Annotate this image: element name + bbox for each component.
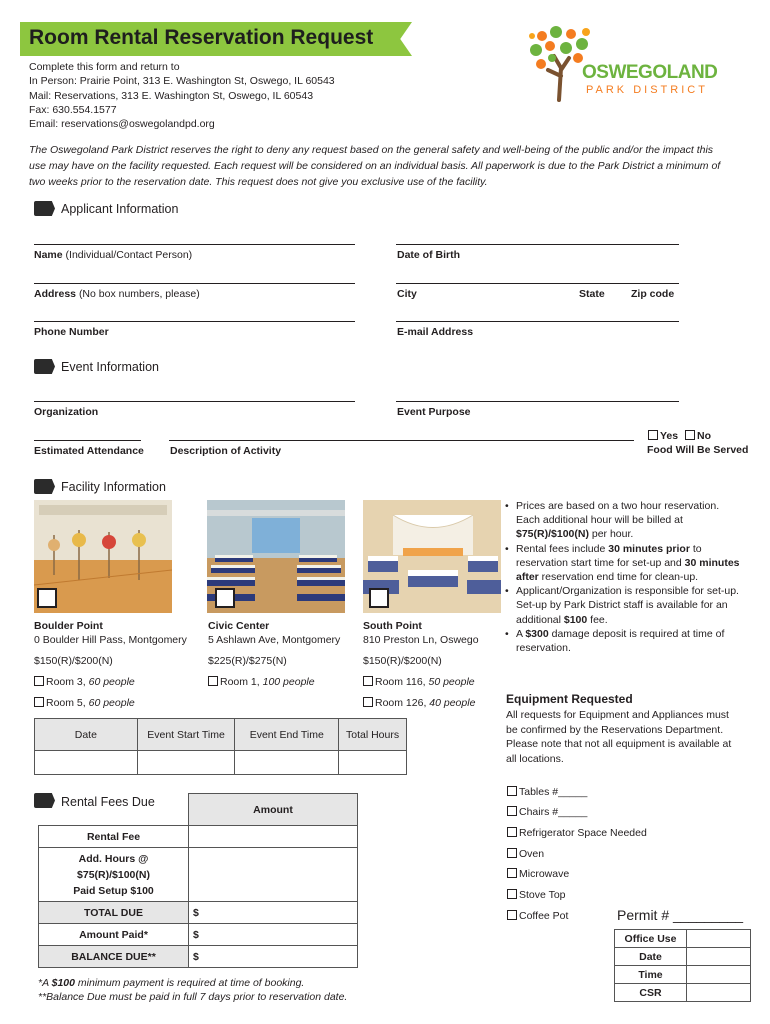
equipment-item: Oven — [507, 848, 544, 860]
logo-name: OSWEGOLAND — [582, 62, 718, 83]
email-field[interactable] — [396, 321, 679, 322]
room-checkbox[interactable] — [363, 676, 373, 686]
date-cell[interactable] — [35, 751, 138, 775]
fee-label: Amount Paid* — [39, 924, 189, 946]
zip-label: Zip code — [631, 288, 675, 300]
office-csr-cell[interactable] — [687, 984, 751, 1002]
office-use-label: Office Use — [615, 930, 687, 948]
food-no-checkbox[interactable] — [685, 430, 695, 440]
equipment-text: All requests for Equipment and Appliances must be confirmed by the Reservations Department. Please note that not all equipment is available at all locations. — [506, 709, 732, 765]
office-time-label: Time — [615, 966, 687, 984]
column-header: Total Hours — [339, 719, 407, 751]
table-row — [39, 924, 358, 946]
note-item: • Applicant/Organization is responsible for set-up. Set-up by Park District staff is available for an additional $100 fee. — [503, 584, 743, 627]
reservation-time-table — [34, 718, 407, 775]
city-label: City — [397, 288, 417, 300]
amount-header: Amount — [189, 794, 358, 826]
start-time-cell[interactable] — [137, 751, 235, 775]
room-option: Room 5, 60 people — [34, 697, 135, 709]
page-title: Room Rental Reservation Request — [29, 26, 374, 49]
fee-amount-cell[interactable]: $ — [189, 924, 358, 946]
facility-heading: Facility Information — [61, 480, 166, 494]
table-row — [39, 946, 358, 968]
location-price: $225(R)/$275(N) — [208, 655, 287, 667]
refrigerator-checkbox[interactable] — [507, 827, 517, 837]
room-option: Room 3, 60 people — [34, 676, 135, 688]
location-name: Boulder Point — [34, 620, 103, 632]
contact-line: In Person: Prairie Point, 313 E. Washington St, Oswego, IL 60543 — [29, 75, 335, 88]
fee-amount-cell[interactable]: $ — [189, 902, 358, 924]
food-label: Food Will Be Served — [647, 444, 749, 456]
city-state-zip-field[interactable] — [396, 283, 679, 284]
oswegoland-logo — [526, 24, 741, 104]
fee-label: Add. Hours @ $75(R)/$100(N) Paid Setup $100 — [39, 848, 189, 902]
fee-amount-cell[interactable]: $ — [189, 946, 358, 968]
section-tag-icon — [34, 359, 55, 374]
section-tag-icon — [34, 479, 55, 494]
stove-top-checkbox[interactable] — [507, 889, 517, 899]
table-row — [39, 902, 358, 924]
payment-note: *A $100 minimum payment is required at time of booking. — [38, 977, 305, 989]
pricing-notes — [503, 499, 743, 655]
description-label: Description of Activity — [170, 445, 282, 457]
location-price: $150(R)/$200(N) — [363, 655, 442, 667]
room-checkbox[interactable] — [208, 676, 218, 686]
room-option: Room 1, 100 people — [208, 676, 315, 688]
column-header: Event Start Time — [137, 719, 235, 751]
name-label: Name (Individual/Contact Person) — [34, 249, 193, 261]
chairs-checkbox[interactable] — [507, 806, 517, 816]
location-name: Civic Center — [208, 620, 270, 632]
section-tag-icon — [34, 793, 55, 808]
contact-info — [29, 60, 335, 131]
address-field[interactable] — [34, 283, 355, 284]
boulder-point-checkbox[interactable] — [37, 588, 57, 608]
location-price: $150(R)/$200(N) — [34, 655, 113, 667]
room-option: Room 126, 40 people — [363, 697, 475, 709]
column-header: Event End Time — [235, 719, 339, 751]
note-item: • Rental fees include 30 minutes prior to reservation start time for set-up and 30 minutes after reservation end time for clean-up. — [503, 542, 743, 585]
fee-label: BALANCE DUE** — [39, 946, 189, 968]
fee-amount-cell[interactable] — [189, 848, 358, 902]
office-use-cell[interactable] — [687, 930, 751, 948]
food-yes-no: Yes No — [648, 430, 711, 442]
office-time-cell[interactable] — [687, 966, 751, 984]
amount-header-table — [188, 793, 358, 826]
applicant-heading: Applicant Information — [61, 202, 179, 216]
office-csr-label: CSR — [615, 984, 687, 1002]
contact-line: Fax: 630.554.1577 — [29, 103, 117, 116]
description-field[interactable] — [169, 440, 634, 441]
address-label: Address (No box numbers, please) — [34, 288, 200, 300]
event-heading: Event Information — [61, 360, 159, 374]
fee-amount-cell[interactable] — [189, 826, 358, 848]
microwave-checkbox[interactable] — [507, 868, 517, 878]
equipment-heading: Equipment Requested — [506, 692, 633, 706]
south-point-checkbox[interactable] — [369, 588, 389, 608]
oven-checkbox[interactable] — [507, 848, 517, 858]
table-row — [39, 826, 358, 848]
room-option: Room 116, 50 people — [363, 676, 475, 688]
room-checkbox[interactable] — [34, 676, 44, 686]
dob-field[interactable] — [396, 244, 679, 245]
room-checkbox[interactable] — [34, 697, 44, 707]
state-label: State — [579, 288, 605, 300]
fee-label: Rental Fee — [39, 826, 189, 848]
end-time-cell[interactable] — [235, 751, 339, 775]
equipment-item: Chairs #_____ — [507, 806, 587, 818]
attendance-field[interactable] — [34, 440, 141, 441]
phone-label: Phone Number — [34, 326, 109, 338]
section-tag-icon — [34, 201, 55, 216]
table-row — [35, 751, 407, 775]
attendance-label: Estimated Attendance — [34, 445, 144, 457]
balance-note: **Balance Due must be paid in full 7 days prior to reservation date. — [38, 991, 348, 1003]
equipment-item: Coffee Pot — [507, 910, 568, 922]
equipment-item: Microwave — [507, 868, 569, 880]
intro-text: The Oswegoland Park District reserves the right to deny any request based on the general safety and well-being of the public and/or the impact this use may have on the facility requested. Each request will be considered on an individual basis. All paperwork is due to the Park District a minimum of two weeks prior to the reservation date. This request does not give you exclusive use of the facility. — [29, 144, 721, 188]
logo-subtitle: PARK DISTRICT — [586, 84, 708, 96]
equipment-item: Stove Top — [507, 889, 566, 901]
tables-checkbox[interactable] — [507, 786, 517, 796]
room-checkbox[interactable] — [363, 697, 373, 707]
office-use-table — [614, 929, 751, 1002]
civic-center-checkbox[interactable] — [215, 588, 235, 608]
column-header: Date — [35, 719, 138, 751]
permit-number: Permit # _________ — [617, 907, 744, 923]
location-name: South Point — [363, 620, 422, 632]
location-address: 810 Preston Ln, Oswego — [363, 634, 479, 646]
fees-heading: Rental Fees Due — [61, 795, 155, 809]
contact-line: Complete this form and return to — [29, 61, 180, 73]
email-label: E-mail Address — [397, 326, 474, 338]
name-field[interactable] — [34, 244, 355, 245]
fee-label: TOTAL DUE — [39, 902, 189, 924]
location-address: 0 Boulder Hill Pass, Montgomery — [34, 634, 187, 646]
dob-label: Date of Birth — [397, 249, 460, 261]
office-date-cell[interactable] — [687, 948, 751, 966]
phone-field[interactable] — [34, 321, 355, 322]
equipment-item: Refrigerator Space Needed — [507, 827, 647, 839]
note-item: • A $300 damage deposit is required at time of reservation. — [503, 627, 743, 655]
location-address: 5 Ashlawn Ave, Montgomery — [208, 634, 341, 646]
coffee-pot-checkbox[interactable] — [507, 910, 517, 920]
equipment-item: Tables #_____ — [507, 786, 587, 798]
contact-line: Email: reservations@oswegolandpd.org — [29, 118, 215, 131]
fees-table — [38, 825, 358, 968]
food-yes-checkbox[interactable] — [648, 430, 658, 440]
purpose-label: Event Purpose — [397, 406, 471, 418]
purpose-field[interactable] — [396, 401, 679, 402]
office-date-label: Date — [615, 948, 687, 966]
organization-field[interactable] — [34, 401, 355, 402]
note-item: • Prices are based on a two hour reservation. Each additional hour will be billed at $75(R)/$100(N) per hour. — [503, 499, 743, 542]
table-header-row — [35, 719, 407, 751]
organization-label: Organization — [34, 406, 99, 418]
table-row — [39, 848, 358, 902]
contact-line: Mail: Reservations, 313 E. Washington St, Oswego, IL 60543 — [29, 89, 314, 102]
total-hours-cell[interactable] — [339, 751, 407, 775]
